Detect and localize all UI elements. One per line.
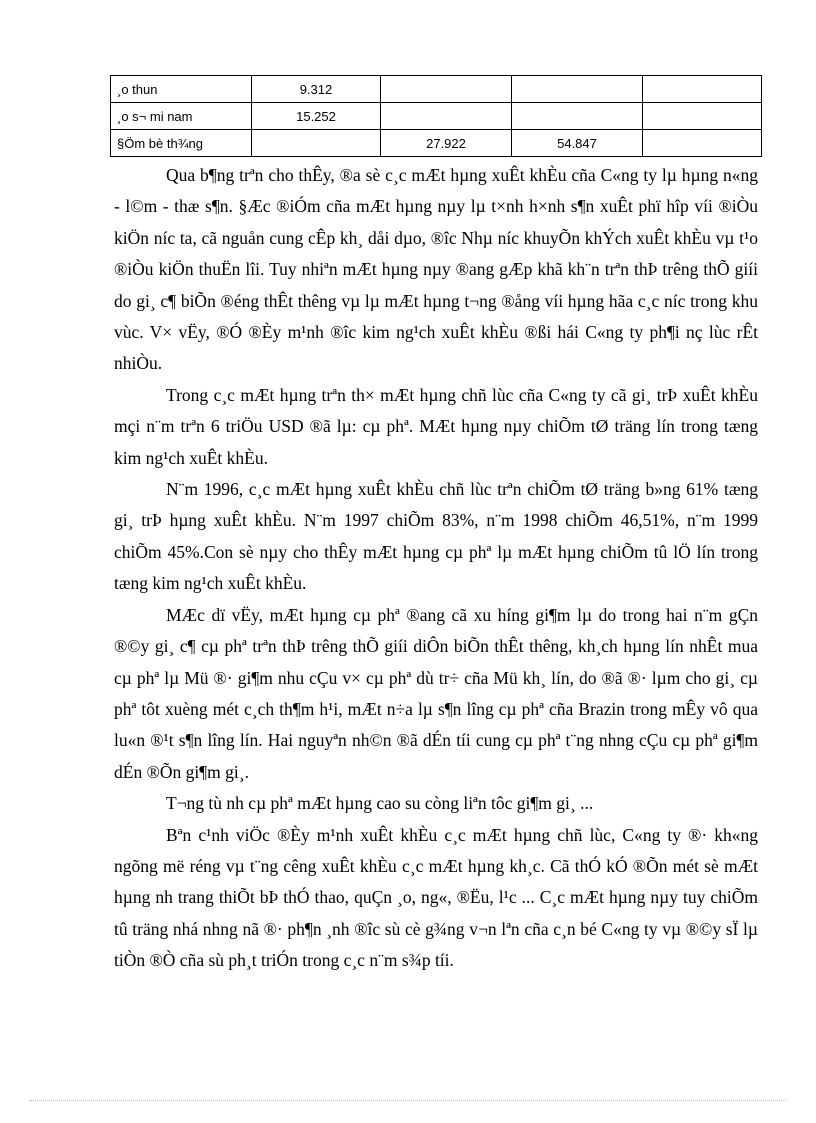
- paragraph: MÆc dï vËy, mÆt hµng cµ phª ®ang cã xu híng gi¶m lµ do trong hai n¨m gÇn ®©y gi¸ c¶ cµ phª trªn thÞ trêng thÕ giíi diÔn biÕn thÊt thêng, kh¸ch hµng lín nhÊt mua cµ phª lµ Mü ®· gi¶m nhu cÇu v× cµ phª dù tr÷ cña Mü kh¸ lín, do ®ã ®· lµm cho gi¸ cµ phª tôt xuèng mét c¸ch th¶m h¹i, mÆt n÷a lµ s¶n lîng cµ phª cña Brazin trong mÊy vô qua lu«n ®¹t s¶n lîng lín. Hai nguyªn nh©n ®ã dÉn tíi cung cµ phª t¨ng nhng cÇu cµ phª gi¶m dÉn ®Õn gi¶m gi¸.: [114, 604, 758, 782]
- document-body: [114, 160, 758, 977]
- table-row: [111, 103, 762, 130]
- table-cell: §Öm bè th¾ng: [111, 130, 252, 157]
- page-boundary-divider: [30, 1100, 786, 1101]
- table-cell: [252, 130, 381, 157]
- table-cell: 54.847: [512, 130, 643, 157]
- paragraph: Trong c¸c mÆt hµng trªn th× mÆt hµng chñ lùc cña C«ng ty cã gi¸ trÞ xuÊt khÈu mçi n¨m trªn 6 triÖu USD ®ã lµ: cµ phª. MÆt hµng nµy chiÕm tØ träng lín trong tæng kim ng¹ch xuÊt khÈu.: [114, 384, 758, 468]
- table-cell: 27.922: [381, 130, 512, 157]
- table-cell: [512, 103, 643, 130]
- table-cell: [381, 103, 512, 130]
- paragraph: N¨m 1996, c¸c mÆt hµng xuÊt khÈu chñ lùc trªn chiÕm tØ träng b»ng 61% tæng gi¸ trÞ hµng xuÊt khÈu. N¨m 1997 chiÕm 83%, n¨m 1998 chiÕm 46,51%, n¨m 1999 chiÕm 45%.Con sè nµy cho thÊy mÆt hµng cµ phª lµ mÆt hµng chiÕm tû lÖ lín trong tæng kim ng¹ch xuÊt khÈu.: [114, 479, 758, 594]
- table-cell: ¸o s¬ mi nam: [111, 103, 252, 130]
- table-cell: [643, 130, 762, 157]
- table-row: [111, 76, 762, 103]
- paragraph: Qua b¶ng trªn cho thÊy, ®a sè c¸c mÆt hµng xuÊt khÈu cña C«ng ty lµ hµng n«ng - l©m - thæ s¶n. §Æc ®iÓm cña mÆt hµng nµy lµ t×nh h×nh s¶n xuÊt phï hîp víi ®iÒu kiÖn níc ta, cã nguån cung cÊp kh¸ dåi dµo, ®îc Nhµ níc khuyÕn khÝch xuÊt khÈu vµ t¹o ®iÒu kiÖn thuËn lîi. Tuy nhiªn mÆt hµng nµy ®ang gÆp khã kh¨n trªn thÞ trêng thÕ giíi do gi¸ c¶ biÕn ®éng thÊt thêng vµ lµ mÆt hµng t¬ng ®ång víi hµng hãa c¸c níc trong khu vùc. V× vËy, ®Ó ®Èy m¹nh ®îc kim ng¹ch xuÊt khÈu ®ßi hái C«ng ty ph¶i nç lùc rÊt nhiÒu.: [114, 165, 758, 374]
- paragraph: Bªn c¹nh viÖc ®Èy m¹nh xuÊt khÈu c¸c mÆt hµng chñ lùc, C«ng ty ®· kh«ng ngõng më réng vµ t¨ng cêng xuÊt khÈu c¸c mÆt hµng kh¸c. Cã thÓ kÓ ®Õn mét sè mÆt hµng nh trang thiÕt bÞ thÓ thao, quÇn ¸o, ng«, ®Ëu, l¹c ... C¸c mÆt hµng nµy tuy chiÕm tû träng nhá nhng nã ®· ph¶n ¸nh ®îc sù cè g¾ng v¬n lªn cña c¸n bé C«ng ty vµ ®©y sÏ lµ tiÒn ®Ò cña sù ph¸t triÓn trong c¸c n¨m s¾p tíi.: [114, 824, 758, 971]
- paragraph: T¬ng tù nh cµ phª mÆt hµng cao su còng liªn tôc gi¶m gi¸ ...: [166, 793, 594, 814]
- table-row: [111, 130, 762, 157]
- table-cell: [381, 76, 512, 103]
- export-table-fragment: [110, 75, 762, 157]
- table-cell: 9.312: [252, 76, 381, 103]
- table-cell: [643, 103, 762, 130]
- table-cell: ¸o thun: [111, 76, 252, 103]
- table-cell: [643, 76, 762, 103]
- table-cell: 15.252: [252, 103, 381, 130]
- table-cell: [512, 76, 643, 103]
